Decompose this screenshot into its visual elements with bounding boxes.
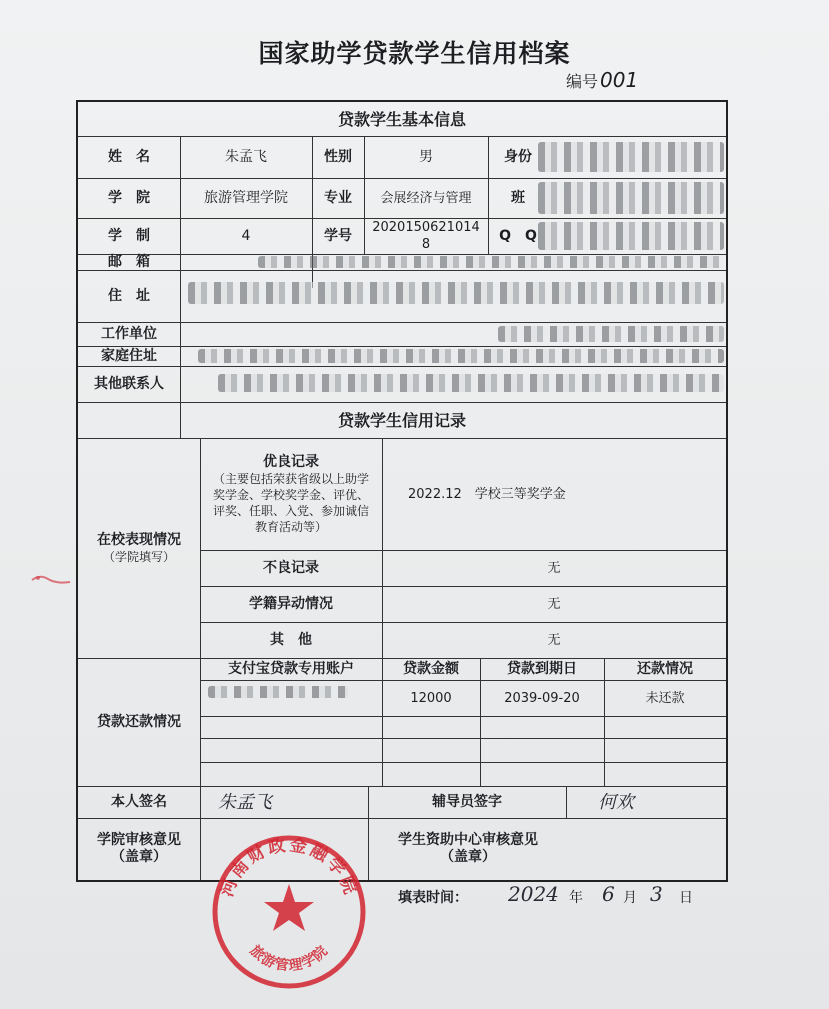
col-due: 贷款到期日 xyxy=(507,660,577,677)
stamp-bottom-text: 旅游管理学院 xyxy=(246,942,332,975)
fill-year: 2024 xyxy=(508,882,559,906)
gender-value: 男 xyxy=(419,148,433,165)
document-title: 国家助学贷款学生信用档案 xyxy=(258,39,571,68)
basic-info-title: 贷款学生基本信息 xyxy=(337,109,466,129)
redacted-employer xyxy=(498,326,724,342)
loan-amount: 12000 xyxy=(410,690,452,706)
svg-text:旅游管理学院 xyxy=(247,942,332,975)
fill-day: 3 xyxy=(650,882,663,906)
repayment-label: 贷款还款情况 xyxy=(97,713,181,730)
redacted-address xyxy=(188,282,724,304)
col-status: 还款情况 xyxy=(637,660,693,677)
home-address-label: 家庭住址 xyxy=(101,347,157,364)
college-review-block xyxy=(78,818,200,880)
qq-label: Q Q xyxy=(499,227,537,244)
redacted-home-address xyxy=(198,349,724,363)
day-label: 日 xyxy=(679,889,693,906)
major-label: 专业 xyxy=(324,189,352,206)
redacted-class xyxy=(538,182,724,214)
credit-record-title: 贷款学生信用记录 xyxy=(337,410,466,430)
name-label: 姓 名 xyxy=(108,148,150,165)
year-label: 年 xyxy=(569,889,583,906)
redacted-other-contact xyxy=(218,374,724,392)
bad-record-value: 无 xyxy=(547,560,561,576)
counselor-signature: 何欢 xyxy=(598,792,634,813)
fill-time-label: 填表时间： xyxy=(398,889,468,906)
credit-form xyxy=(76,100,728,882)
name-value: 朱孟飞 xyxy=(225,148,267,165)
gender-label: 性别 xyxy=(324,148,352,165)
fill-month: 6 xyxy=(602,882,615,906)
status-change-value: 无 xyxy=(547,596,561,612)
counselor-label: 辅导员签字 xyxy=(432,793,502,810)
employer-label: 工作单位 xyxy=(101,325,157,342)
student-no-label: 学号 xyxy=(324,227,352,244)
redacted-email xyxy=(258,256,724,268)
loan-due-date: 2039-09-20 xyxy=(504,690,580,706)
star-icon xyxy=(264,884,314,931)
serial-number xyxy=(566,68,638,92)
good-record-value: 2022.12 学校三等奖学金 xyxy=(408,486,566,502)
performance-label: 在校表现情况 xyxy=(97,531,181,548)
center-review-note: （盖章） xyxy=(440,849,496,865)
serial-value: 001 xyxy=(600,68,639,92)
center-review-label: 学生资助中心审核意见 xyxy=(398,832,538,848)
stamp-top-text: 河南财政金融学院 xyxy=(217,835,361,900)
performance-block xyxy=(78,438,200,658)
college-review-label: 学院审核意见 xyxy=(97,832,181,848)
status-change-label: 学籍异动情况 xyxy=(249,595,333,612)
good-record-block xyxy=(200,438,382,550)
student-no-value: 20201506210148 xyxy=(372,220,480,252)
good-record-note: （主要包括荣获省级以上助学奖学金、学校奖学金、评优、评奖、任职、入党、参加诚信教育活动等） xyxy=(212,471,369,534)
years-value: 4 xyxy=(241,227,251,244)
ink-smear-mark xyxy=(30,570,72,590)
official-seal-stamp xyxy=(209,832,369,992)
bad-record-label: 不良记录 xyxy=(263,559,319,576)
month-label: 月 xyxy=(623,889,637,906)
center-review-block xyxy=(368,818,568,880)
college-value: 旅游管理学院 xyxy=(204,189,288,206)
self-signature: 朱孟飞 xyxy=(218,792,272,813)
good-record-label: 优良记录 xyxy=(263,453,319,470)
email-label: 邮 箱 xyxy=(108,253,150,270)
other-value: 无 xyxy=(547,632,561,648)
id-label: 身份 xyxy=(504,148,532,165)
years-label: 学 制 xyxy=(108,227,150,244)
col-amount: 贷款金额 xyxy=(403,660,459,677)
redacted-account xyxy=(208,686,348,698)
self-sign-label: 本人签名 xyxy=(111,793,167,810)
major-value: 会展经济与管理 xyxy=(380,190,472,206)
redacted-id xyxy=(538,142,724,172)
col-account: 支付宝贷款专用账户 xyxy=(228,660,354,677)
college-label: 学 院 xyxy=(108,189,150,206)
class-label: 班 xyxy=(511,189,525,206)
serial-label: 编号 xyxy=(566,72,599,91)
redacted-qq xyxy=(538,222,724,250)
performance-note: （学院填写） xyxy=(102,549,175,564)
other-contact-label: 其他联系人 xyxy=(94,375,164,392)
other-label: 其 他 xyxy=(270,631,312,648)
college-review-note: （盖章） xyxy=(111,849,167,865)
address-label: 住 址 xyxy=(108,287,150,304)
repayment-status: 未还款 xyxy=(645,690,685,706)
